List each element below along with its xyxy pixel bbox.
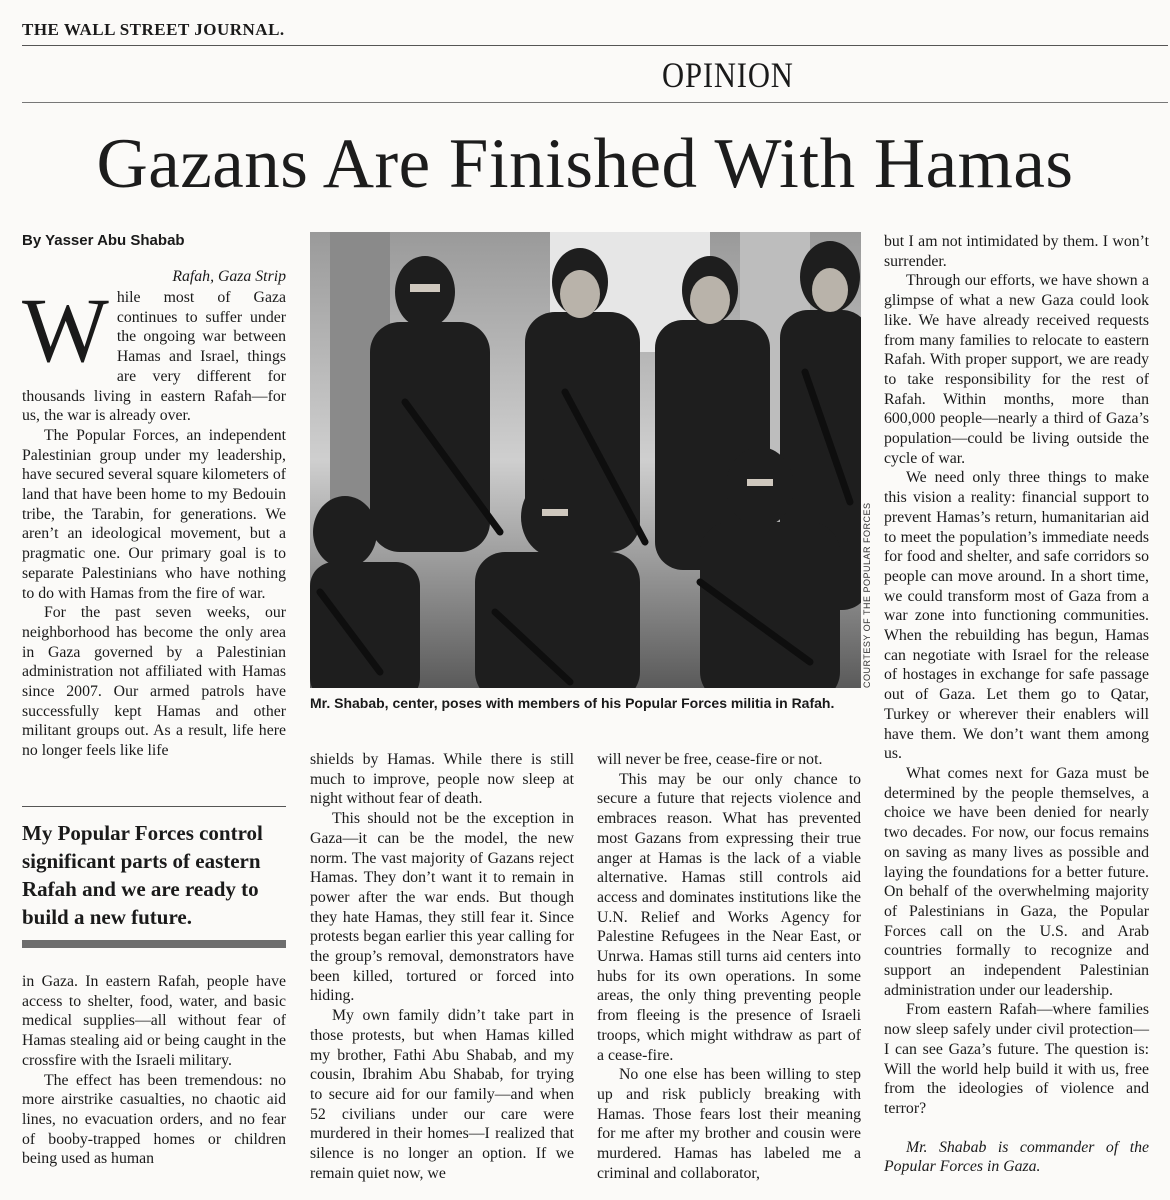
pull-quote-bar [22,940,286,948]
paragraph: For the past seven weeks, our neighborhood has become the only area in Gaza governed by a Palestinian administration not affiliated with Hamas since 2007. Our armed patrols have successfully kept Hamas and other militant groups out. As a result, life here no longer feels like life [22,604,286,760]
article-photo [310,232,861,688]
paragraph: shields by Hamas. While there is still much to improve, people now sleep at night without fear of death. [310,751,574,808]
photo-credit: COURTESY OF THE POPULAR FORCES [862,502,872,688]
paragraph: This should not be the exception in Gaza—it can be the model, the new norm. The vast majority of Gazans reject Hamas. They don’t want it to remain in power after the war ends. But though they hate Hamas, they still fear it. Since protests began earlier this year calling for the group’s removal, demonstrators have been killed, tortured or forced into hiding. [310,810,574,1005]
paragraph: but I am not intimidated by them. I won’t surrender. [884,233,1149,270]
paragraph: No one else has been willing to step up and risk publicly breaking with Hamas. Those fears lost their meaning for me after my brother and cousin were murdered. Hamas has labeled me a criminal and collaborator, [597,1066,861,1182]
photo-caption: Mr. Shabab, center, poses with members of his Popular Forces militia in Rafah. [310,695,835,711]
paragraph: We need only three things to make this vision a reality: financial support to prevent Hamas’s return, humanitarian aid to meet the population’s immediate needs for food and shelter, and safe corridors so people can move around. In a short time, we could transform most of Gaza from a war zone into functioning communities. When the rebuilding has begun, Hamas can negotiate with Israel for the release of hostages in exchange for safe passage out of Gaza. Let them go to Qatar, Turkey or wherever their enablers will have them. We don’t want them among us. [884,469,1149,763]
paragraph: The effect has been tremendous: no more airstrike casualties, no chaotic aid lines, no evacuation orders, and no fear of booby-trapped homes or children being used as human [22,1071,286,1168]
paragraph: will never be free, cease-fire or not. [597,751,823,768]
lead-paragraph: While most of Gaza continues to suffer under the ongoing war between Hamas and Israel, things are very different for thousands living in eastern Rafah—for us, the war is already over. [22,279,286,425]
paragraph: This may be our only chance to secure a future that rejects violence and embraces reason. What has prevented most Gazans from expressing their true anger at Hamas is the lack of a viable alternative. Hamas still controls aid access and dominates institutions like the U.N. Relief and Works Agency for Palestine Refugees in the Near East, or Unrwa. Hamas still turns aid centers into hubs for its own operations. In some areas, the only thing preventing people from fleeing is the presence of Israeli troops, which might withdraw as part of a cease-fire. [597,770,861,1064]
paragraph: The Popular Forces, an independent Palestinian group under my leadership, have secured several square kilometers of land that have been home to my Bedouin tribe, the Tarabin, for generations. We aren’t an ideological movement, but a pragmatic one. Our primary goal is to separate Palestinians who have nothing to do with Hamas from the fire of war. [22,426,286,602]
paragraph: My own family didn’t take part in those protests, but when Hamas killed my brother, Fathi Abu Shabab, and my cousin, Ibrahim Abu Shabab, for trying to secure aid for our family—and when 52 civilians under our care were murdered in their homes—I realized that silence is no longer an option. If we remain quiet now, we [310,1007,574,1182]
column-2 [310,750,574,1183]
dateline: Rafah, Gaza Strip [172,268,286,285]
section-label: OPINION [662,55,794,95]
headline: Gazans Are Finished With Hamas [96,125,1074,203]
militia-group-photo [310,232,861,688]
author-note: Mr. Shabab is commander of the Popular Forces in Gaza. [884,1138,1149,1176]
byline: By Yasser Abu Shabab [22,232,185,249]
pull-quote-rule [22,806,286,807]
paragraph: Through our efforts, we have shown a glimpse of what a new Gaza could look like. We have already received requests from many families to relocate to eastern Rafah. With proper support, we are ready to take responsibility for the rest of Rafah. Within months, more than 600,000 people—nearly a third of Gaza’s population—could be living outside the cycle of war. [884,272,1149,467]
column-4 [884,232,1149,1177]
column-3 [597,750,861,1183]
paragraph: in Gaza. In eastern Rafah, people have access to shelter, food, water, and basic medical supplies—all without fear of Hamas stealing aid or being caught in the crossfire with the Israeli military. [22,973,286,1069]
paragraph: What comes next for Gaza must be determined by the people themselves, a choice we have been denied for nearly two decades. For now, our focus remains on saving as many lives as possible and laying the foundations for a better future. On behalf of the overwhelming majority of Palestinians in Gaza, the Popular Forces call on the U.S. and Arab countries formally to recognize and support an independent Palestinian administration under our leadership. [884,764,1149,999]
column-1-bottom [22,972,286,1169]
top-rule [22,45,1168,46]
masthead: THE WALL STREET JOURNAL. [22,20,285,39]
pull-quote: My Popular Forces control significant parts of eastern Rafah and we are ready to build a new future. [22,821,263,929]
section-rule [22,102,1168,103]
drop-cap: W [22,279,109,381]
column-1-top [22,279,286,761]
paragraph: From eastern Rafah—where families now sleep safely under civil protection—I can see Gaza’s future. The question is: Will the world help build it with us, free from the ideologies of violence and terror? [884,1001,1149,1117]
